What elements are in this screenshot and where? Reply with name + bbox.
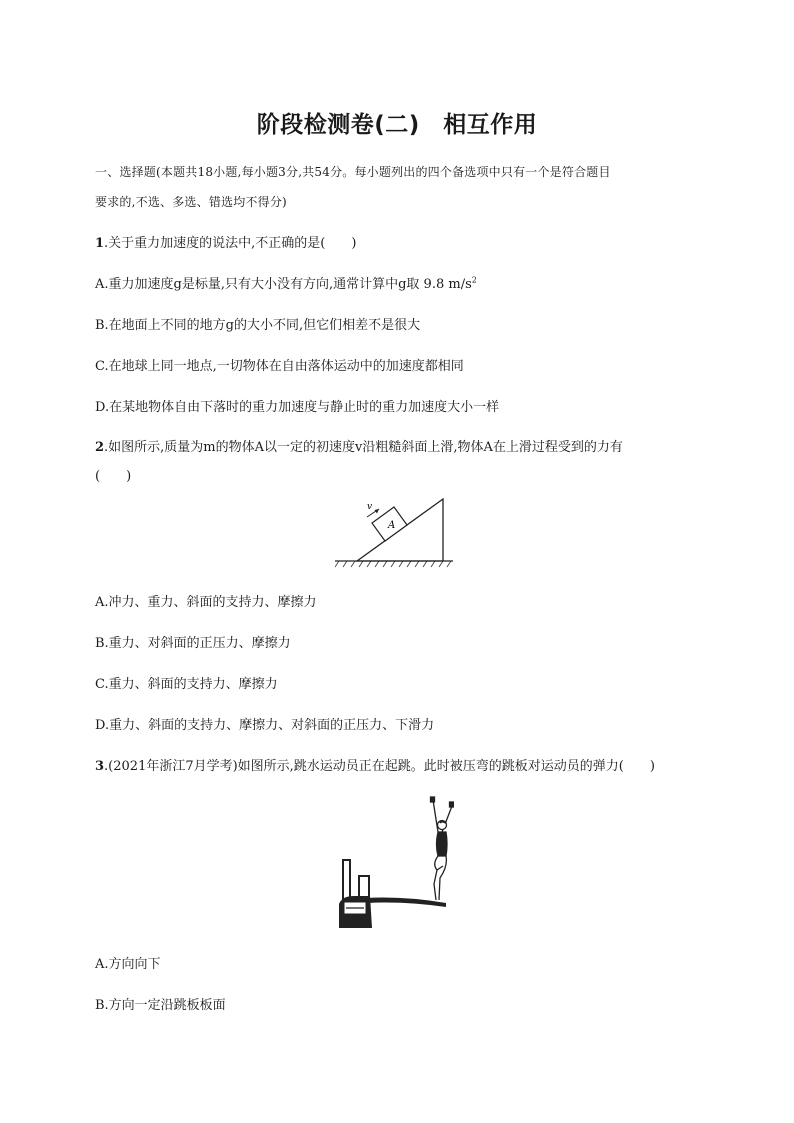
- q1-option-a: [95, 273, 477, 292]
- q3-option-b: B.方向一定沿跳板板面: [95, 998, 226, 1013]
- springboard: [366, 898, 446, 907]
- diving-platform: [339, 860, 372, 928]
- question-number: 2: [95, 440, 105, 455]
- superscript: 2: [471, 275, 477, 285]
- question-3: [95, 755, 655, 774]
- question-stem: .(2021年浙江7月学考)如图所示,跳水运动员正在起跳。此时被压弯的跳板对运动员的弹力( ): [104, 759, 655, 774]
- q1-option-b: B.在地面上不同的地方g的大小不同,但它们相差不是很大: [95, 318, 421, 333]
- block-label: A: [388, 520, 396, 531]
- question-1: [95, 232, 356, 251]
- question-2: [95, 436, 623, 455]
- q2-option-d: D.重力、斜面的支持力、摩擦力、对斜面的正压力、下滑力: [95, 718, 435, 733]
- velocity-label: v: [367, 502, 373, 512]
- q1-option-c: C.在地球上同一地点,一切物体在自由落体运动中的加速度都相同: [95, 359, 464, 374]
- section-header-line-1: 一、选择题(本题共18小题,每小题3分,共54分。每小题列出的四个备选项中只有一个是符合题目: [95, 165, 611, 179]
- diver: [431, 797, 454, 900]
- option-text: A.重力加速度g是标量,只有大小没有方向,通常计算中g取 9.8 m/s: [95, 277, 472, 292]
- page-title: 阶段检测卷(二) 相互作用: [256, 112, 538, 138]
- q2-option-c: C.重力、斜面的支持力、摩擦力: [95, 677, 278, 692]
- question-number: 3: [95, 759, 105, 774]
- q1-option-d: D.在某地物体自由下落时的重力加速度与静止时的重力加速度大小一样: [95, 400, 500, 415]
- q2-answer-blank: ( ): [95, 469, 132, 484]
- section-header-line-2: 要求的,不选、多选、错选均不得分): [95, 195, 287, 209]
- question-stem: .关于重力加速度的说法中,不正确的是( ): [104, 236, 357, 251]
- diving-figure: [334, 792, 454, 932]
- question-number: 1: [95, 236, 105, 251]
- q2-option-a: A.冲力、重力、斜面的支持力、摩擦力: [95, 595, 317, 610]
- q3-option-a: A.方向向下: [95, 957, 161, 972]
- ground-hatching: [335, 561, 451, 567]
- question-stem: .如图所示,质量为m的物体A以一定的初速度v沿粗糙斜面上滑,物体A在上滑过程受到的力有: [104, 440, 623, 455]
- q2-option-b: B.重力、对斜面的正压力、摩擦力: [95, 636, 291, 651]
- incline-figure: [335, 496, 455, 572]
